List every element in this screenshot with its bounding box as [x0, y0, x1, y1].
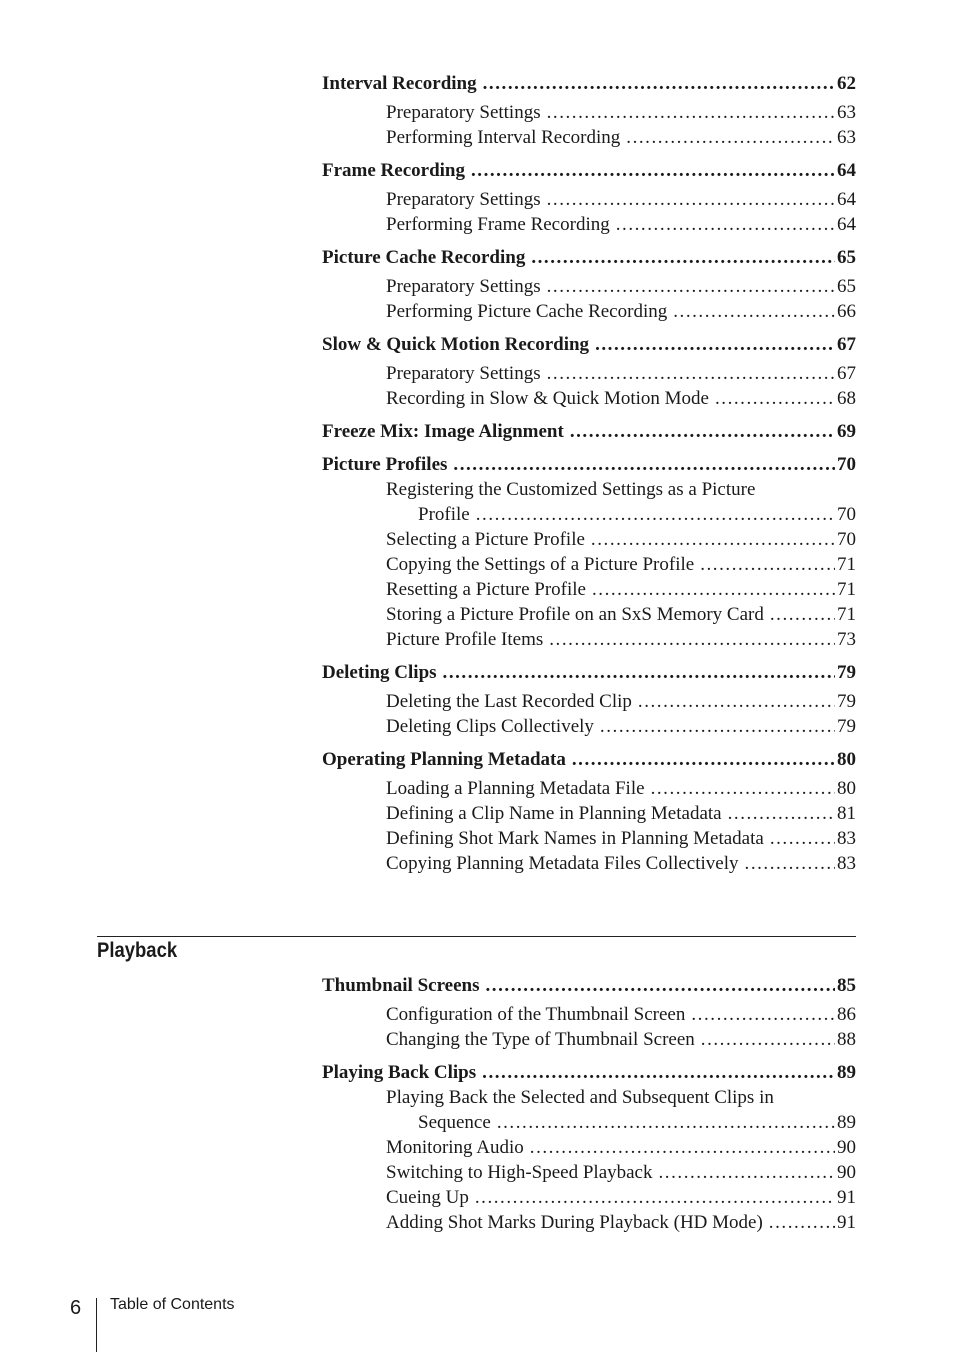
dot-leader — [700, 552, 835, 577]
toc-entry-title: Loading a Planning Metadata File — [386, 778, 645, 799]
toc-subentry[interactable] — [386, 1185, 856, 1210]
toc-entry-title: Deleting Clips Collectively — [386, 716, 594, 737]
toc-subentry[interactable] — [386, 577, 856, 602]
toc-entry-title: Deleting the Last Recorded Clip — [386, 691, 632, 712]
toc-entry-title: Deleting Clips — [322, 662, 437, 683]
toc-page-number: 66 — [837, 301, 856, 322]
toc-entry-title: Picture Profile Items — [386, 629, 544, 650]
toc-page-number: 88 — [837, 1029, 856, 1050]
toc-page-number: 80 — [837, 749, 856, 770]
toc-subentry[interactable] — [386, 689, 856, 714]
toc-subentry[interactable] — [386, 602, 856, 627]
dot-leader — [691, 1002, 835, 1027]
toc-entry-title: Adding Shot Marks During Playback (HD Mode) — [386, 1212, 763, 1233]
toc-entry-title: Thumbnail Screens — [322, 975, 480, 996]
toc-page-number: 85 — [837, 975, 856, 996]
dot-leader — [547, 187, 835, 212]
toc-subentry[interactable] — [386, 187, 856, 212]
toc-page-number: 83 — [837, 828, 856, 849]
toc-subentry[interactable] — [386, 1210, 856, 1235]
toc-subentry[interactable] — [386, 776, 856, 801]
toc-page-number: 70 — [837, 529, 856, 550]
toc-page-number: 62 — [837, 73, 856, 94]
toc-page-number: 71 — [837, 554, 856, 575]
toc-entry-title: Preparatory Settings — [386, 276, 541, 297]
toc-subentry[interactable] — [386, 714, 856, 739]
dot-leader — [701, 1027, 835, 1052]
toc-subentry[interactable] — [386, 627, 856, 652]
toc-entry-title: Operating Planning Metadata — [322, 749, 566, 770]
toc-entry-title: Preparatory Settings — [386, 102, 541, 123]
toc-page-number: 91 — [837, 1212, 856, 1233]
toc-page-number: 64 — [837, 160, 856, 181]
toc-page-number: 90 — [837, 1137, 856, 1158]
toc-subentry[interactable] — [386, 1135, 856, 1160]
dot-leader — [482, 1060, 835, 1085]
dot-leader — [728, 801, 835, 826]
dot-leader — [453, 452, 835, 477]
toc-subentry[interactable] — [386, 100, 856, 125]
toc-entry-title: Performing Frame Recording — [386, 214, 610, 235]
toc-page-number: 89 — [837, 1112, 856, 1133]
dot-leader — [770, 826, 835, 851]
footer-label: Table of Contents — [110, 1296, 235, 1313]
toc-heading-entry[interactable] — [322, 158, 856, 183]
toc-list-playback — [322, 973, 856, 1235]
toc-subentry[interactable] — [386, 274, 856, 299]
dot-leader — [715, 386, 835, 411]
dot-leader — [486, 973, 836, 998]
toc-heading-entry[interactable] — [322, 973, 856, 998]
toc-entry-title: Recording in Slow & Quick Motion Mode — [386, 388, 709, 409]
dot-leader — [549, 627, 835, 652]
dot-leader — [476, 502, 835, 527]
toc-list-recording — [322, 71, 856, 876]
toc-subentry[interactable] — [418, 1110, 856, 1135]
section-title-playback: Playback — [97, 939, 178, 962]
toc-heading-entry[interactable] — [322, 1060, 856, 1085]
toc-entry-title: Configuration of the Thumbnail Screen — [386, 1004, 686, 1025]
toc-page-number: 70 — [837, 454, 856, 475]
dot-leader — [638, 689, 835, 714]
toc-page-number: 71 — [837, 604, 856, 625]
page-number: 6 — [70, 1297, 82, 1319]
dot-leader — [443, 660, 835, 685]
toc-entry-title: Frame Recording — [322, 160, 465, 181]
toc-entry-title: Defining Shot Mark Names in Planning Metadata — [386, 828, 764, 849]
dot-leader — [531, 245, 835, 270]
toc-entry-title-line1: Playing Back the Selected and Subsequent Clips in — [386, 1087, 774, 1108]
toc-subentry[interactable] — [386, 1027, 856, 1052]
dot-leader — [570, 419, 835, 444]
toc-page-number: 63 — [837, 127, 856, 148]
toc-heading-entry[interactable] — [322, 419, 856, 444]
toc-subentry[interactable] — [386, 212, 856, 237]
toc-entry-title: Performing Picture Cache Recording — [386, 301, 668, 322]
toc-entry-title-line1: Registering the Customized Settings as a Picture — [386, 479, 756, 500]
toc-page-number: 64 — [837, 214, 856, 235]
toc-heading-entry[interactable] — [322, 332, 856, 357]
toc-page-number: 81 — [837, 803, 856, 824]
toc-entry-title: Copying the Settings of a Picture Profile — [386, 554, 695, 575]
dot-leader — [591, 527, 835, 552]
toc-entry-title: Monitoring Audio — [386, 1137, 524, 1158]
toc-page-number: 71 — [837, 579, 856, 600]
toc-page-number: 69 — [837, 421, 856, 442]
toc-entry-title: Playing Back Clips — [322, 1062, 477, 1083]
toc-page-number: 79 — [837, 662, 856, 683]
toc-heading-entry[interactable] — [322, 660, 856, 685]
toc-entry-title: Preparatory Settings — [386, 363, 541, 384]
toc-subentry[interactable] — [386, 386, 856, 411]
toc-entry-title: Defining a Clip Name in Planning Metadata — [386, 803, 722, 824]
toc-page-number: 67 — [837, 363, 856, 384]
toc-entry-title: Storing a Picture Profile on an SxS Memory Card — [386, 604, 764, 625]
dot-leader — [471, 158, 835, 183]
toc-subentry[interactable] — [386, 552, 856, 577]
toc-entry-title: Preparatory Settings — [386, 189, 541, 210]
toc-entry-title: Copying Planning Metadata Files Collectively — [386, 853, 739, 874]
toc-page-number: 68 — [837, 388, 856, 409]
toc-page-number: 91 — [837, 1187, 856, 1208]
dot-leader — [595, 332, 835, 357]
toc-page-number: 80 — [837, 778, 856, 799]
dot-leader — [572, 747, 835, 772]
dot-leader — [651, 776, 835, 801]
toc-entry-title: Selecting a Picture Profile — [386, 529, 585, 550]
dot-leader — [770, 602, 835, 627]
dot-leader — [659, 1160, 836, 1185]
toc-entry-title: Slow & Quick Motion Recording — [322, 334, 590, 355]
toc-page-number: 67 — [837, 334, 856, 355]
toc-page-number: 65 — [837, 247, 856, 268]
toc-entry-title: Interval Recording — [322, 73, 477, 94]
toc-subentry[interactable] — [386, 851, 856, 876]
dot-leader — [745, 851, 835, 876]
toc-entry-title: Profile — [418, 504, 470, 525]
toc-page-number: 73 — [837, 629, 856, 650]
toc-page-number: 65 — [837, 276, 856, 297]
dot-leader — [483, 71, 835, 96]
toc-heading-entry[interactable] — [322, 452, 856, 477]
dot-leader — [547, 100, 835, 125]
toc-page-number: 70 — [837, 504, 856, 525]
toc-subentry[interactable] — [386, 299, 856, 324]
toc-subentry[interactable] — [418, 502, 856, 527]
dot-leader — [530, 1135, 835, 1160]
toc-subentry[interactable] — [386, 527, 856, 552]
toc-subentry[interactable] — [386, 361, 856, 386]
toc-subentry[interactable] — [386, 801, 856, 826]
toc-page-number: 64 — [837, 189, 856, 210]
dot-leader — [547, 361, 835, 386]
toc-entry-title: Freeze Mix: Image Alignment — [322, 421, 564, 442]
dot-leader — [616, 212, 835, 237]
toc-page-number: 63 — [837, 102, 856, 123]
toc-heading-entry[interactable] — [322, 71, 856, 96]
toc-entry-title: Changing the Type of Thumbnail Screen — [386, 1029, 695, 1050]
dot-leader — [592, 577, 835, 602]
dot-leader — [497, 1110, 835, 1135]
toc-subentry[interactable] — [386, 826, 856, 851]
toc-entry-title: Cueing Up — [386, 1187, 469, 1208]
toc-page-number: 89 — [837, 1062, 856, 1083]
dot-leader — [769, 1210, 835, 1235]
toc-page-number: 90 — [837, 1162, 856, 1183]
toc-page-number: 79 — [837, 716, 856, 737]
toc-entry-title: Switching to High-Speed Playback — [386, 1162, 653, 1183]
dot-leader — [673, 299, 835, 324]
toc-page-number: 83 — [837, 853, 856, 874]
section-divider — [97, 936, 856, 937]
toc-entry-title: Picture Cache Recording — [322, 247, 526, 268]
toc-page-number: 79 — [837, 691, 856, 712]
footer-divider — [96, 1298, 97, 1352]
toc-subentry[interactable] — [386, 1002, 856, 1027]
toc-subentry[interactable] — [386, 1160, 856, 1185]
toc-heading-entry[interactable] — [322, 747, 856, 772]
toc-entry-title: Sequence — [418, 1112, 491, 1133]
dot-leader — [547, 274, 835, 299]
toc-page-number: 86 — [837, 1004, 856, 1025]
toc-subentry[interactable] — [386, 125, 856, 150]
dot-leader — [626, 125, 835, 150]
toc-entry-title: Picture Profiles — [322, 454, 448, 475]
toc-entry-title: Performing Interval Recording — [386, 127, 621, 148]
dot-leader — [600, 714, 835, 739]
toc-heading-entry[interactable] — [322, 245, 856, 270]
dot-leader — [475, 1185, 835, 1210]
toc-entry-title: Resetting a Picture Profile — [386, 579, 586, 600]
